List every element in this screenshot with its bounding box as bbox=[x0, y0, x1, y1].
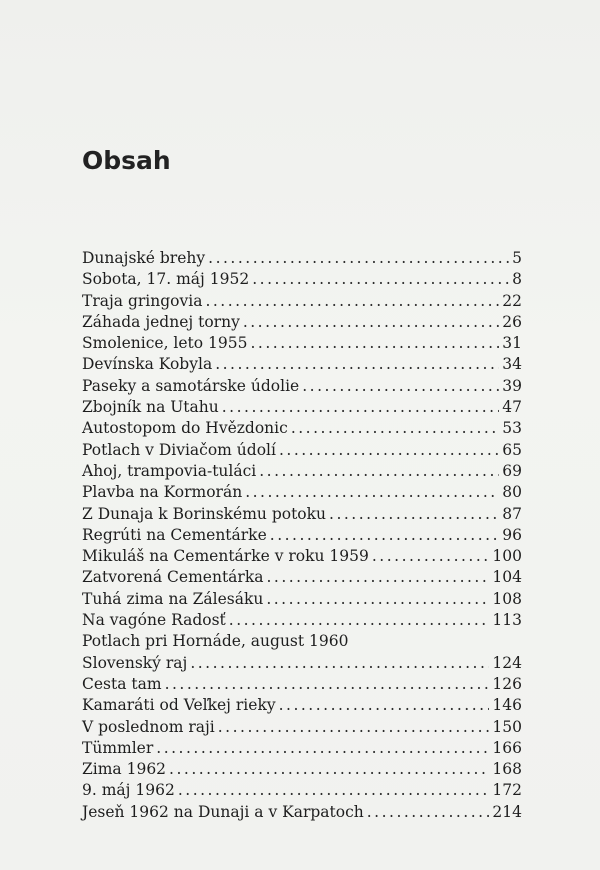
toc-entry bbox=[82, 269, 522, 290]
toc-entry bbox=[82, 376, 522, 397]
toc-entry-title: Kamaráti od Veľkej rieky bbox=[82, 696, 276, 715]
toc-entry-title: Autostopom do Hvězdonic bbox=[82, 419, 288, 438]
toc-leader-dots bbox=[270, 525, 500, 546]
toc-entry-page: 34 bbox=[502, 355, 522, 374]
toc-entry bbox=[82, 695, 522, 716]
toc-leader-dots bbox=[329, 504, 499, 525]
toc-entry bbox=[82, 674, 522, 695]
toc-entry bbox=[82, 631, 522, 652]
toc-leader-dots bbox=[218, 717, 490, 738]
toc-entry-title: Z Dunaja k Borinskému potoku bbox=[82, 504, 327, 523]
toc-leader-dots bbox=[215, 354, 499, 375]
toc-leader-dots bbox=[205, 291, 499, 312]
toc-entry-page: 168 bbox=[492, 760, 522, 779]
toc-leader-dots bbox=[279, 440, 499, 461]
toc-entry-title: Potlach v Diviačom údolí bbox=[82, 440, 276, 459]
toc-entry-page: 104 bbox=[492, 568, 522, 587]
toc-entry bbox=[82, 567, 522, 588]
table-of-contents bbox=[82, 248, 522, 823]
toc-entry-page: 124 bbox=[492, 653, 522, 672]
toc-entry-title: Slovenský raj bbox=[82, 653, 188, 672]
toc-leader-dots bbox=[222, 397, 500, 418]
toc-entry-title: Zima 1962 bbox=[82, 760, 167, 779]
toc-leader-dots bbox=[252, 269, 509, 290]
toc-entry-title: Potlach pri Hornáde, august 1960 bbox=[82, 632, 349, 651]
toc-entry-page: 150 bbox=[492, 717, 522, 736]
toc-leader-dots bbox=[372, 546, 490, 567]
toc-entry-title: Záhada jednej torny bbox=[82, 312, 240, 331]
toc-leader-dots bbox=[190, 653, 489, 674]
toc-entry-page: 47 bbox=[502, 398, 522, 417]
toc-entry-title: Jeseň 1962 na Dunaji a v Karpatoch bbox=[82, 802, 364, 821]
toc-leader-dots bbox=[243, 312, 499, 333]
toc-entry-title: 9. máj 1962 bbox=[82, 781, 175, 800]
toc-entry bbox=[82, 653, 522, 674]
toc-entry-page: 65 bbox=[502, 440, 522, 459]
toc-entry bbox=[82, 525, 522, 546]
toc-entry bbox=[82, 589, 522, 610]
toc-entry bbox=[82, 461, 522, 482]
toc-entry-title: Zbojník na Utahu bbox=[82, 398, 219, 417]
toc-entry-page: 100 bbox=[492, 547, 522, 566]
toc-entry bbox=[82, 291, 522, 312]
toc-entry-page: 113 bbox=[492, 611, 522, 630]
toc-entry-page: 166 bbox=[492, 738, 522, 757]
toc-entry-page: 26 bbox=[502, 312, 522, 331]
toc-leader-dots bbox=[229, 610, 490, 631]
toc-entry-page: 214 bbox=[492, 802, 522, 821]
toc-entry-page: 172 bbox=[492, 781, 522, 800]
toc-entry-page: 126 bbox=[492, 674, 522, 693]
toc-leader-dots bbox=[279, 695, 490, 716]
toc-entry bbox=[82, 333, 522, 354]
toc-entry bbox=[82, 418, 522, 439]
toc-leader-dots bbox=[245, 482, 499, 503]
toc-entry bbox=[82, 504, 522, 525]
toc-entry-page: 22 bbox=[502, 291, 522, 310]
toc-entry-title: Plavba na Kormorán bbox=[82, 483, 243, 502]
toc-entry bbox=[82, 440, 522, 461]
toc-leader-dots bbox=[266, 567, 489, 588]
toc-entry bbox=[82, 482, 522, 503]
toc-leader-dots bbox=[302, 376, 499, 397]
toc-entry-title: Regrúti na Cementárke bbox=[82, 525, 267, 544]
toc-entry-title: Sobota, 17. máj 1952 bbox=[82, 270, 250, 289]
toc-entry bbox=[82, 610, 522, 631]
toc-leader-dots bbox=[156, 738, 489, 759]
toc-entry bbox=[82, 546, 522, 567]
toc-entry-title: Traja gringovia bbox=[82, 291, 203, 310]
toc-leader-dots bbox=[208, 248, 509, 269]
toc-entry-page: 87 bbox=[502, 504, 522, 523]
toc-entry-page: 39 bbox=[502, 376, 522, 395]
toc-entry bbox=[82, 248, 522, 269]
toc-entry-title: Na vagóne Radosť bbox=[82, 611, 226, 630]
toc-entry-page: 80 bbox=[502, 483, 522, 502]
toc-entry-title: Tuhá zima na Zálesáku bbox=[82, 589, 264, 608]
toc-entry-title: Cesta tam bbox=[82, 674, 162, 693]
toc-entry-title: Ahoj, trampovia-tuláci bbox=[82, 461, 257, 480]
toc-leader-dots bbox=[178, 780, 490, 801]
toc-entry bbox=[82, 802, 522, 823]
toc-entry-title: Tümmler bbox=[82, 738, 154, 757]
toc-entry-title: Paseky a samotárske údolie bbox=[82, 376, 300, 395]
toc-leader-dots bbox=[266, 589, 489, 610]
toc-entry bbox=[82, 397, 522, 418]
toc-entry-page: 108 bbox=[492, 589, 522, 608]
toc-leader-dots bbox=[169, 759, 489, 780]
toc-leader-dots bbox=[165, 674, 490, 695]
toc-entry-page: 5 bbox=[512, 249, 522, 267]
toc-leader-dots bbox=[259, 461, 499, 482]
toc-entry-page: 8 bbox=[512, 270, 522, 289]
toc-entry-page: 31 bbox=[502, 334, 522, 353]
toc-entry bbox=[82, 759, 522, 780]
toc-entry-page: 96 bbox=[502, 525, 522, 544]
toc-entry bbox=[82, 354, 522, 375]
page-title: Obsah bbox=[82, 146, 171, 175]
toc-entry-title: Devínska Kobyla bbox=[82, 355, 213, 374]
toc-leader-dots bbox=[291, 418, 499, 439]
toc-entry-page: 69 bbox=[502, 461, 522, 480]
toc-entry bbox=[82, 738, 522, 759]
toc-entry bbox=[82, 717, 522, 738]
toc-entry bbox=[82, 780, 522, 801]
toc-leader-dots bbox=[367, 802, 490, 823]
toc-entry-title: V poslednom raji bbox=[82, 717, 215, 736]
toc-entry-title: Dunajské brehy bbox=[82, 249, 206, 267]
toc-leader-dots bbox=[251, 333, 500, 354]
toc-entry-page: 146 bbox=[492, 696, 522, 715]
toc-entry-title: Smolenice, leto 1955 bbox=[82, 334, 248, 353]
toc-entry-title: Mikuláš na Cementárke v roku 1959 bbox=[82, 547, 369, 566]
toc-entry-title: Zatvorená Cementárka bbox=[82, 568, 264, 587]
toc-entry-page: 53 bbox=[502, 419, 522, 438]
toc-entry bbox=[82, 312, 522, 333]
